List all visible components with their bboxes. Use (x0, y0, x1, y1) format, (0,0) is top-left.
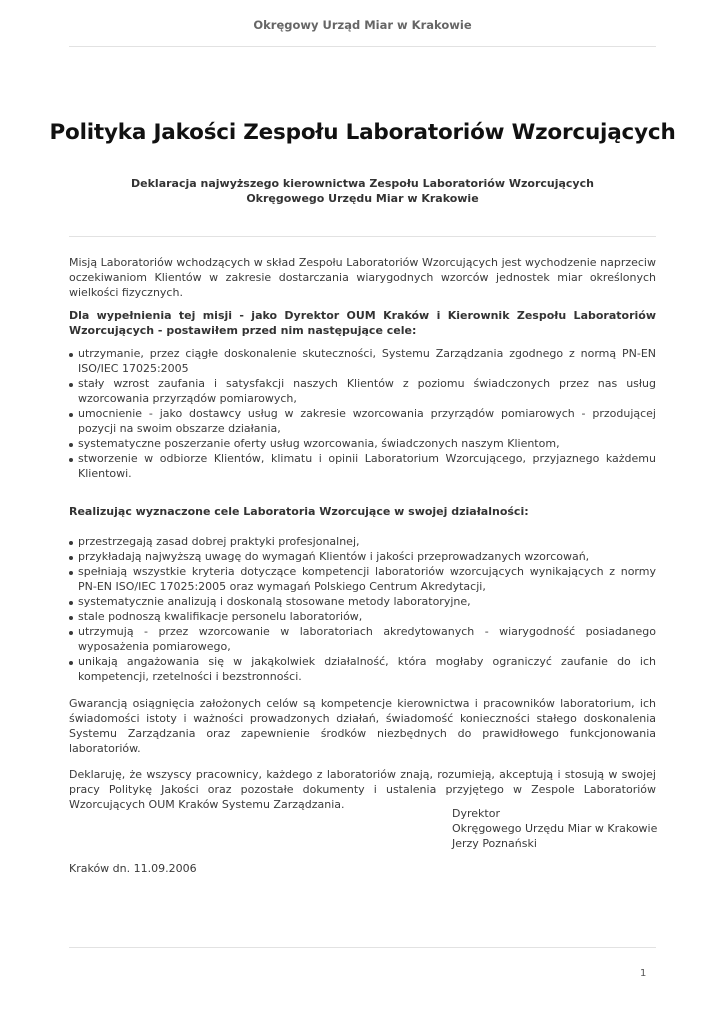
guarantee-paragraph: Gwarancją osiągnięcia założonych celów są kompetencje kierownictwa i pracowników laboratorium, ich świadomości istoty i ważności prowadzonych działań, świadomość konieczności stałego doskonalenia Systemu Zarządzania oraz zapewnienie środków niezbędnych do prawidłowego funkcjonowania laboratoriów. (69, 697, 656, 755)
document-title: Polityka Jakości Zespołu Laboratoriów Wzorcujących (49, 120, 676, 145)
page-header: Okręgowy Urząd Miar w Krakowie (253, 18, 472, 32)
actions-list (69, 534, 656, 684)
action-item: systematycznie analizują i doskonalą stosowane metody laboratoryjne, (69, 594, 656, 609)
action-item: przykładają najwyższą uwagę do wymagań Klientów i jakości przeprowadzanych wzorcowań, (69, 549, 656, 564)
signature-office: Okręgowego Urzędu Miar w Krakowie (452, 822, 658, 835)
action-item: utrzymują - przez wzorcowanie w laboratoriach akredytowanych - wiarygodność posiadanego wyposażenia pomiarowego, (69, 624, 656, 654)
goal-item: utrzymanie, przez ciągłe doskonalenie skuteczności, Systemu Zarządzania zgodnego z normą PN-EN ISO/IEC 17025:2005 (69, 346, 656, 376)
footer-divider (69, 947, 656, 948)
subtitle-line-1: Deklaracja najwyższego kierownictwa Zespołu Laboratoriów Wzorcujących (131, 177, 594, 190)
mission-paragraph: Misją Laboratoriów wchodzących w skład Zespołu Laboratoriów Wzorcujących jest wychodzenie naprzeciw oczekiwaniom Klientów w zakresie dostarczania wiarygodnych wzorców jednostek miar określonych wielkości fizycznych. (69, 256, 656, 299)
goal-item: systematyczne poszerzanie oferty usług wzorcowania, świadczonych naszym Klientom, (69, 436, 656, 451)
subtitle-line-2: Okręgowego Urzędu Miar w Krakowie (246, 192, 479, 205)
action-item: przestrzegają zasad dobrej praktyki profesjonalnej, (69, 534, 656, 549)
goal-item: umocnienie - jako dostawcy usług w zakresie wzorcowania przyrządów pomiarowych - przodującej pozycji na swoim obszarze działania, (69, 406, 656, 436)
signature-name: Jerzy Poznański (452, 837, 537, 850)
header-divider (69, 46, 656, 47)
actions-intro: Realizując wyznaczone cele Laboratoria Wzorcujące w swojej działalności: (69, 505, 529, 518)
page-number: 1 (640, 968, 647, 979)
signature-role: Dyrektor (452, 807, 500, 820)
action-item: stale podnoszą kwalifikacje personelu laboratoriów, (69, 609, 656, 624)
declaration-paragraph: Deklaruję, że wszyscy pracownicy, każdego z laboratoriów znają, rozumieją, akceptują i stosują w swojej pracy Politykę Jakości oraz pozostałe dokumenty i ustalenia przyjętego w Zespole Laboratoriów Wzorcujących OUM Kraków Systemu Zarządzania. (69, 768, 656, 811)
document-body (69, 255, 656, 812)
goals-list (69, 346, 656, 481)
subtitle-divider (69, 236, 656, 237)
action-item: spełniają wszystkie kryteria dotyczące kompetencji laboratoriów wzorcujących wynikających z normy PN-EN ISO/IEC 17025:2005 oraz wymagań Polskiego Centrum Akredytacji, (69, 564, 656, 594)
goal-item: stworzenie w odbiorze Klientów, klimatu i opinii Laboratorium Wzorcującego, przyjaznego każdemu Klientowi. (69, 451, 656, 481)
document-subtitle (0, 176, 725, 206)
goals-intro: Dla wypełnienia tej misji - jako Dyrektor OUM Kraków i Kierownik Zespołu Laboratoriów Wzorcujących - postawiłem przed nim następujące cele: (69, 309, 656, 337)
action-item: unikają angażowania się w jakąkolwiek działalność, która mogłaby ograniczyć zaufanie do ich kompetencji, rzetelności i bezstronności. (69, 654, 656, 684)
signature-block (452, 806, 672, 851)
goal-item: stały wzrost zaufania i satysfakcji naszych Klientów z poziomu świadczonych przez nas usług wzorcowania przyrządów pomiarowych, (69, 376, 656, 406)
document-date: Kraków dn. 11.09.2006 (69, 862, 197, 875)
